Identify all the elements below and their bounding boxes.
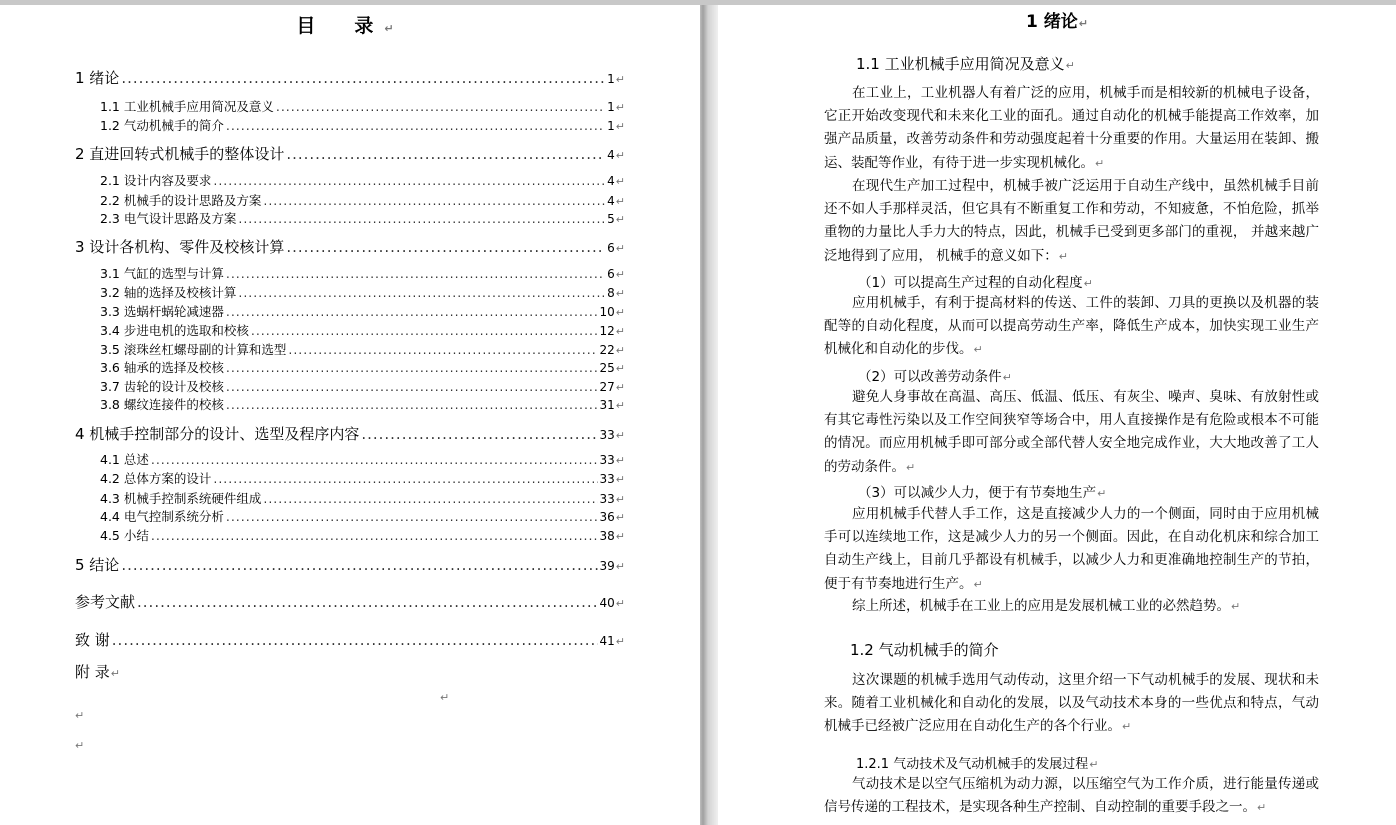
toc-entry[interactable] bbox=[75, 321, 625, 339]
list-item: （3）可以减少人力，便于有节奏地生产↵ bbox=[858, 485, 1107, 501]
paragraph-mark: ↵ bbox=[440, 691, 450, 704]
toc-entry-label: 4.3 机械手控制系统硬件组成 bbox=[100, 491, 262, 506]
toc-entry-label: 4.5 小结 bbox=[100, 528, 149, 543]
paragraph-mark: ↵ bbox=[615, 511, 625, 524]
paragraph-mark: ↵ bbox=[615, 120, 625, 133]
toc-entry-label: 3.2 轴的选择及校核计算 bbox=[100, 285, 237, 300]
toc-leader-dots bbox=[226, 360, 598, 375]
paragraph-mark: ↵ bbox=[615, 287, 625, 300]
toc-entry-label: 1.1 工业机械手应用简况及意义 bbox=[100, 99, 274, 114]
toc-entry-page: 25 bbox=[599, 361, 615, 375]
toc-leader-dots bbox=[361, 425, 597, 443]
toc-leader-dots bbox=[251, 323, 598, 338]
paragraph: 在工业上，工业机器人有着广泛的应用，机械手而是相较新的机械电子设备，它正开始改变现代和未来化工业的面孔。通过自动化的机械手能提高工作效率，加强产品质量，改善劳动条件和劳动强度起着十分重要的作用。大量运用在装卸、搬运、装配等作业，有待于进一步实现机械化。↵ bbox=[824, 85, 1319, 171]
toc-entry[interactable] bbox=[75, 283, 625, 301]
toc-leader-dots bbox=[137, 593, 597, 611]
toc-entry-page: 4 bbox=[607, 174, 615, 188]
paragraph-mark: ↵ bbox=[615, 399, 625, 412]
toc-entry[interactable] bbox=[75, 395, 625, 413]
toc-entry-page: 8 bbox=[607, 286, 615, 300]
paragraph-mark: ↵ bbox=[615, 530, 625, 543]
toc-entry[interactable] bbox=[75, 264, 625, 282]
section-heading-1-1: 1.1 工业机械手应用简况及意义↵ bbox=[856, 55, 1075, 73]
paragraph-mark: ↵ bbox=[615, 149, 625, 162]
toc-entry[interactable] bbox=[75, 629, 625, 650]
toc-entry[interactable] bbox=[75, 97, 625, 115]
toc-entry-page: 33 bbox=[599, 472, 615, 486]
toc-entry[interactable] bbox=[75, 554, 625, 575]
toc-entry-label: 3.3 选蜗杆蜗轮减速器 bbox=[100, 304, 224, 319]
paragraph-mark: ↵ bbox=[615, 429, 625, 442]
paragraph-mark: ↵ bbox=[615, 268, 625, 281]
toc-leader-dots bbox=[263, 193, 605, 208]
toc-entry-label: 3.5 滚珠丝杠螺母副的计算和选型 bbox=[100, 342, 287, 357]
paragraph-mark: ↵ bbox=[615, 597, 625, 610]
toc-entry-page: 12 bbox=[599, 324, 615, 338]
paragraph-mark: ↵ bbox=[615, 362, 625, 375]
toc-entry[interactable] bbox=[75, 171, 625, 189]
list-item: （2）可以改善劳动条件↵ bbox=[858, 369, 1012, 385]
paragraph-mark: ↵ bbox=[615, 213, 625, 226]
toc-entry-label: 3.7 齿轮的设计及校核 bbox=[100, 379, 224, 394]
toc-entry[interactable] bbox=[75, 377, 625, 395]
toc-entry-page: 1 bbox=[607, 119, 615, 133]
toc-leader-dots bbox=[286, 145, 605, 163]
toc-entry[interactable] bbox=[75, 526, 625, 544]
paragraph-mark: ↵ bbox=[75, 709, 85, 722]
subsection-heading-1-2-1: 1.2.1 气动技术及气动机械手的发展过程↵ bbox=[856, 757, 1099, 772]
toc-entry-label: 3.8 螺纹连接件的校核 bbox=[100, 397, 224, 412]
toc-entry-label: 3.4 步进电机的选取和校核 bbox=[100, 323, 249, 338]
toc-entry-label: 2 直进回转式机械手的整体设计 bbox=[75, 145, 285, 163]
paragraph-mark: ↵ bbox=[615, 325, 625, 338]
toc-entry[interactable] bbox=[75, 116, 625, 134]
toc-entry-label: 1 绪论 bbox=[75, 69, 120, 87]
toc-title: 目 录↵ bbox=[296, 15, 404, 37]
toc-entry-page: 10 bbox=[599, 305, 615, 319]
toc-entry-label: 4 机械手控制部分的设计、选型及程序内容 bbox=[75, 425, 360, 443]
paragraph: 应用机械手，有利于提高材料的传送、工件的装卸、刀具的更换以及机器的装配等的自动化程度，从而可以提高劳动生产率，降低生产成本，加快实现工业生产机械化和自动化的步伐。↵ bbox=[824, 295, 1319, 358]
document-page-toc bbox=[0, 5, 700, 825]
toc-entry-label: 3 设计各机构、零件及校核计算 bbox=[75, 238, 285, 256]
page-gutter bbox=[700, 5, 718, 825]
toc-leader-dots bbox=[112, 631, 598, 649]
toc-entry-label: 2.3 电气设计思路及方案 bbox=[100, 211, 237, 226]
toc-leader-dots bbox=[238, 285, 605, 300]
paragraph-mark: ↵ bbox=[615, 635, 625, 648]
toc-entry-page: 22 bbox=[599, 343, 615, 357]
list-item: （1）可以提高生产过程的自动化程度↵ bbox=[858, 275, 1093, 291]
toc-entry-label: 3.1 气缸的选型与计算 bbox=[100, 266, 224, 281]
toc-leader-dots bbox=[276, 99, 605, 114]
paragraph: 气动技术是以空气压缩机为动力源，以压缩空气为工作介质，进行能量传递或信号传递的工程技术，是实现各种生产控制、自动控制的重要手段之一。↵ bbox=[824, 776, 1319, 816]
toc-entry[interactable] bbox=[75, 489, 625, 507]
toc-entry-label: 2.2 机械手的设计思路及方案 bbox=[100, 193, 262, 208]
toc-leader-dots bbox=[151, 452, 598, 467]
paragraph-mark: ↵ bbox=[615, 344, 625, 357]
paragraph-mark: ↵ bbox=[615, 195, 625, 208]
toc-entry-page: 41 bbox=[599, 634, 615, 648]
toc-entry[interactable] bbox=[75, 236, 625, 257]
paragraph-mark: ↵ bbox=[615, 175, 625, 188]
paragraph-mark: ↵ bbox=[615, 73, 625, 86]
toc-entry[interactable] bbox=[75, 591, 625, 612]
toc-entry-label: 3.6 轴承的选择及校核 bbox=[100, 360, 224, 375]
toc-entry-page: 4 bbox=[607, 194, 615, 208]
paragraph-mark: ↵ bbox=[615, 101, 625, 114]
toc-entry-page: 5 bbox=[607, 212, 615, 226]
toc-leader-dots bbox=[213, 471, 597, 486]
toc-entry[interactable] bbox=[75, 302, 625, 320]
paragraph: 综上所述，机械手在工业上的应用是发展机械工业的必然趋势。↵ bbox=[852, 598, 1241, 614]
toc-entry-label: 2.1 设计内容及要求 bbox=[100, 173, 212, 188]
toc-leader-dots bbox=[121, 556, 597, 574]
toc-entry-page: 1 bbox=[607, 100, 615, 114]
paragraph: 在现代生产加工过程中，机械手被广泛运用于自动生产线中，虽然机械手目前还不如人手那样灵活，但它具有不断重复工作和劳动，不知疲惫，不怕危险，抓举重物的力量比人手力大的特点，因此，机械手已受到更多部门的重视， 并越来越广泛地得到了应用， 机械手的意义如下：↵ bbox=[824, 178, 1319, 264]
toc-leader-dots bbox=[286, 238, 605, 256]
toc-entry[interactable] bbox=[75, 209, 625, 227]
toc-entry[interactable] bbox=[75, 143, 625, 164]
toc-leader-dots bbox=[226, 397, 598, 412]
document-page-content bbox=[718, 5, 1396, 825]
toc-entry-page: 33 bbox=[599, 428, 615, 442]
toc-entry-page: 36 bbox=[599, 510, 615, 524]
toc-leader-dots bbox=[213, 173, 605, 188]
toc-entry[interactable] bbox=[75, 340, 625, 358]
toc-entry[interactable] bbox=[75, 469, 625, 487]
appendix-heading: 附 录↵ bbox=[75, 663, 120, 681]
toc-leader-dots bbox=[288, 342, 597, 357]
paragraph-mark: ↵ bbox=[75, 739, 85, 752]
toc-entry-page: 40 bbox=[599, 596, 615, 610]
toc-entry-page: 4 bbox=[607, 148, 615, 162]
toc-entry-page: 1 bbox=[607, 72, 615, 86]
toc-entry-page: 33 bbox=[599, 492, 615, 506]
toc-entry-page: 33 bbox=[599, 453, 615, 467]
toc-entry-label: 致 谢 bbox=[75, 631, 110, 649]
paragraph-mark: ↵ bbox=[615, 381, 625, 394]
toc-entry[interactable] bbox=[75, 423, 625, 444]
toc-entry-label: 4.1 总述 bbox=[100, 452, 149, 467]
toc-entry-label: 4.4 电气控制系统分析 bbox=[100, 509, 224, 524]
paragraph-mark: ↵ bbox=[615, 242, 625, 255]
toc-entry-page: 38 bbox=[599, 529, 615, 543]
paragraph-mark: ↵ bbox=[615, 454, 625, 467]
section-heading-1-2: 1.2 气动机械手的简介 bbox=[850, 641, 999, 659]
toc-entry-page: 27 bbox=[599, 380, 615, 394]
chapter-title: 1 绪论↵ bbox=[1026, 12, 1088, 32]
paragraph-mark: ↵ bbox=[615, 560, 625, 573]
toc-leader-dots bbox=[226, 304, 598, 319]
paragraph-mark: ↵ bbox=[615, 493, 625, 506]
toc-leader-dots bbox=[226, 118, 605, 133]
paragraph-mark: ↵ bbox=[615, 306, 625, 319]
toc-entry[interactable] bbox=[75, 358, 625, 376]
toc-leader-dots bbox=[226, 379, 598, 394]
toc-leader-dots bbox=[226, 266, 605, 281]
toc-entry-label: 1.2 气动机械手的简介 bbox=[100, 118, 224, 133]
toc-entry[interactable] bbox=[75, 507, 625, 525]
toc-leader-dots bbox=[121, 69, 605, 87]
toc-entry-label: 5 结论 bbox=[75, 556, 120, 574]
toc-entry[interactable] bbox=[75, 67, 625, 88]
paragraph: 应用机械手代替人手工作，这是直接减少人力的一个侧面，同时由于应用机械手可以连续地工作，这是减少人力的另一个侧面。因此，在自动化机床和综合加工自动生产线上，目前几乎都设有机械手，以减少人力和更准确地控制生产的节拍，便于有节奏地进行生产。↵ bbox=[824, 506, 1319, 592]
toc-entry[interactable] bbox=[75, 450, 625, 468]
toc-leader-dots bbox=[238, 211, 605, 226]
toc-entry-label: 4.2 总体方案的设计 bbox=[100, 471, 212, 486]
toc-entry[interactable] bbox=[75, 191, 625, 209]
toc-entry-page: 31 bbox=[599, 398, 615, 412]
toc-leader-dots bbox=[151, 528, 598, 543]
toc-entry-page: 6 bbox=[607, 267, 615, 281]
toc-entry-page: 39 bbox=[599, 559, 615, 573]
toc-leader-dots bbox=[263, 491, 597, 506]
paragraph-mark: ↵ bbox=[615, 473, 625, 486]
toc-entry-label: 参考文献 bbox=[75, 593, 136, 611]
toc-leader-dots bbox=[226, 509, 598, 524]
paragraph: 这次课题的机械手选用气动传动，这里介绍一下气动机械手的发展、现状和未来。随着工业机械化和自动化的发展，以及气动技术本身的一些优点和特点，气动机械手已经被广泛应用在自动化生产的各个行业。↵ bbox=[824, 672, 1319, 735]
paragraph: 避免人身事故在高温、高压、低温、低压、有灰尘、噪声、臭味、有放射性或有其它毒性污染以及工作空间狭窄等场合中，用人直接操作是有危险或根本不可能的情况。而应用机械手即可部分或全部代替人安全地完成作业，大大地改善了工人的劳动条件。↵ bbox=[824, 389, 1319, 475]
toc-entry-page: 6 bbox=[607, 241, 615, 255]
